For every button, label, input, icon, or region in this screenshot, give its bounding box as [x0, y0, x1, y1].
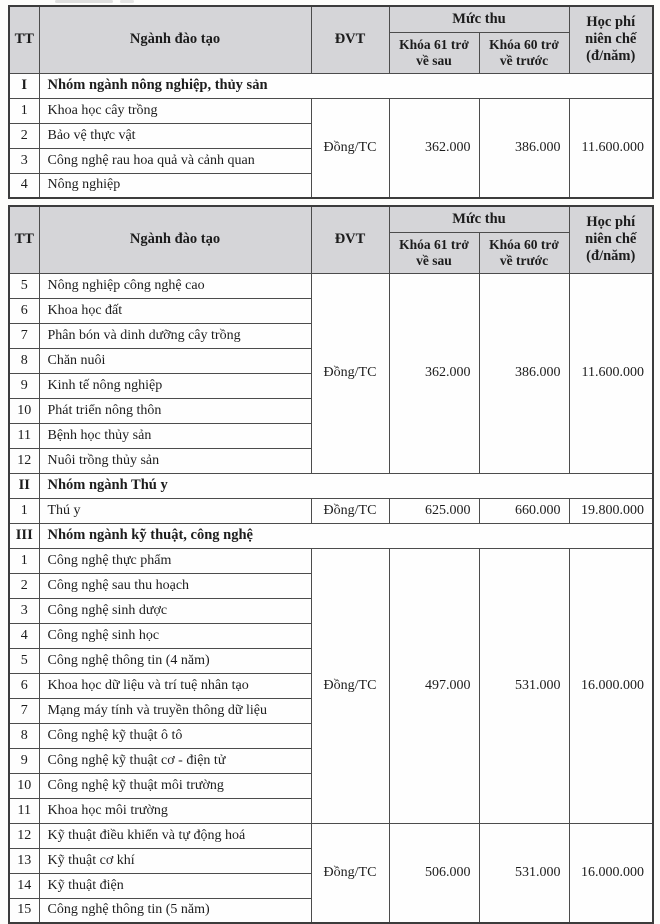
major-cell: Công nghệ thông tin (4 năm) — [39, 648, 311, 673]
tt-cell: 11 — [9, 423, 39, 448]
fee-khoa60-cell: 531.000 — [479, 823, 569, 923]
section-label-cell: Nhóm ngành Thú y — [39, 473, 653, 498]
major-cell: Công nghệ thực phẩm — [39, 548, 311, 573]
tt-cell: 12 — [9, 823, 39, 848]
tt-cell: 1 — [9, 548, 39, 573]
header-tt: TT — [9, 6, 39, 73]
dvt-cell: Đồng/TC — [311, 823, 389, 923]
tt-cell: 6 — [9, 298, 39, 323]
major-cell: Phân bón và dinh dưỡng cây trồng — [39, 323, 311, 348]
major-cell: Công nghệ sau thu hoạch — [39, 573, 311, 598]
annual-fee-cell: 11.600.000 — [569, 273, 653, 473]
fee-khoa61-cell: 506.000 — [389, 823, 479, 923]
dvt-cell: Đồng/TC — [311, 98, 389, 198]
tt-cell: 6 — [9, 673, 39, 698]
major-cell: Thú y — [39, 498, 311, 523]
major-cell: Mạng máy tính và truyền thông dữ liệu — [39, 698, 311, 723]
section-no-cell: I — [9, 73, 39, 98]
tt-cell: 5 — [9, 648, 39, 673]
major-cell: Khoa học đất — [39, 298, 311, 323]
tt-cell: 15 — [9, 898, 39, 923]
tt-cell: 13 — [9, 848, 39, 873]
dvt-cell: Đồng/TC — [311, 498, 389, 523]
major-cell: Công nghệ rau hoa quả và cảnh quan — [39, 148, 311, 173]
header-major: Ngành đào tạo — [39, 6, 311, 73]
tt-cell: 2 — [9, 573, 39, 598]
major-cell: Công nghệ sinh học — [39, 623, 311, 648]
section-no-cell: III — [9, 523, 39, 548]
tt-cell: 1 — [9, 98, 39, 123]
fee-khoa61-cell: 362.000 — [389, 273, 479, 473]
section-row — [9, 473, 653, 498]
major-cell: Công nghệ kỹ thuật ô tô — [39, 723, 311, 748]
table-row — [9, 548, 653, 573]
annual-fee-cell: 16.000.000 — [569, 548, 653, 823]
major-cell: Kinh tế nông nghiệp — [39, 373, 311, 398]
major-cell: Công nghệ thông tin (5 năm) — [39, 898, 311, 923]
major-cell: Phát triển nông thôn — [39, 398, 311, 423]
major-cell: Kỹ thuật điện — [39, 873, 311, 898]
header-khoa-60: Khóa 60 trở về trước — [479, 32, 569, 73]
header-khoa-60: Khóa 60 trở về trước — [479, 232, 569, 273]
tt-cell: 8 — [9, 348, 39, 373]
section-label-cell: Nhóm ngành nông nghiệp, thủy sản — [39, 73, 653, 98]
header-dvt: ĐVT — [311, 206, 389, 273]
major-cell: Công nghệ sinh dược — [39, 598, 311, 623]
tt-cell: 7 — [9, 323, 39, 348]
dvt-cell: Đồng/TC — [311, 273, 389, 473]
section-row — [9, 523, 653, 548]
tuition-fee-table-part-2 — [8, 205, 654, 924]
header-major: Ngành đào tạo — [39, 206, 311, 273]
tt-cell: 8 — [9, 723, 39, 748]
table-row — [9, 823, 653, 848]
tt-cell: 10 — [9, 398, 39, 423]
tt-cell: 4 — [9, 173, 39, 198]
major-cell: Kỹ thuật cơ khí — [39, 848, 311, 873]
fee-khoa61-cell: 362.000 — [389, 98, 479, 198]
major-cell: Bệnh học thủy sản — [39, 423, 311, 448]
major-cell: Nuôi trồng thủy sản — [39, 448, 311, 473]
scan-artifact — [55, 0, 113, 3]
major-cell: Chăn nuôi — [39, 348, 311, 373]
header-khoa-61: Khóa 61 trở về sau — [389, 232, 479, 273]
annual-fee-cell: 19.800.000 — [569, 498, 653, 523]
tt-cell: 5 — [9, 273, 39, 298]
header-annual-fee: Học phí niên chế (đ/năm) — [569, 6, 653, 73]
tt-cell: 3 — [9, 148, 39, 173]
header-dvt: ĐVT — [311, 6, 389, 73]
tt-cell: 4 — [9, 623, 39, 648]
dvt-cell: Đồng/TC — [311, 548, 389, 823]
tt-cell: 12 — [9, 448, 39, 473]
tt-cell: 14 — [9, 873, 39, 898]
tt-cell: 7 — [9, 698, 39, 723]
tuition-fee-table-part-1 — [8, 5, 654, 199]
tt-cell: 10 — [9, 773, 39, 798]
tt-cell: 9 — [9, 373, 39, 398]
annual-fee-cell: 11.600.000 — [569, 98, 653, 198]
table-row — [9, 98, 653, 123]
major-cell: Công nghệ kỹ thuật cơ - điện tử — [39, 748, 311, 773]
major-cell: Công nghệ kỹ thuật môi trường — [39, 773, 311, 798]
table-row — [9, 498, 653, 523]
header-khoa-61: Khóa 61 trở về sau — [389, 32, 479, 73]
header-muc-thu: Mức thu — [389, 206, 569, 232]
tt-cell: 1 — [9, 498, 39, 523]
fee-khoa60-cell: 386.000 — [479, 273, 569, 473]
major-cell: Nông nghiệp công nghệ cao — [39, 273, 311, 298]
tt-cell: 9 — [9, 748, 39, 773]
section-label-cell: Nhóm ngành kỹ thuật, công nghệ — [39, 523, 653, 548]
fee-khoa60-cell: 531.000 — [479, 548, 569, 823]
annual-fee-cell: 16.000.000 — [569, 823, 653, 923]
section-row — [9, 73, 653, 98]
fee-khoa61-cell: 625.000 — [389, 498, 479, 523]
tt-cell: 3 — [9, 598, 39, 623]
major-cell: Khoa học dữ liệu và trí tuệ nhân tạo — [39, 673, 311, 698]
major-cell: Khoa học môi trường — [39, 798, 311, 823]
major-cell: Nông nghiệp — [39, 173, 311, 198]
major-cell: Bảo vệ thực vật — [39, 123, 311, 148]
header-tt: TT — [9, 206, 39, 273]
header-muc-thu: Mức thu — [389, 6, 569, 32]
major-cell: Kỹ thuật điều khiển và tự động hoá — [39, 823, 311, 848]
tt-cell: 11 — [9, 798, 39, 823]
fee-khoa60-cell: 386.000 — [479, 98, 569, 198]
fee-khoa61-cell: 497.000 — [389, 548, 479, 823]
header-annual-fee: Học phí niên chế (đ/năm) — [569, 206, 653, 273]
fee-khoa60-cell: 660.000 — [479, 498, 569, 523]
scan-artifact — [120, 0, 134, 3]
tt-cell: 2 — [9, 123, 39, 148]
section-no-cell: II — [9, 473, 39, 498]
table-row — [9, 273, 653, 298]
major-cell: Khoa học cây trồng — [39, 98, 311, 123]
